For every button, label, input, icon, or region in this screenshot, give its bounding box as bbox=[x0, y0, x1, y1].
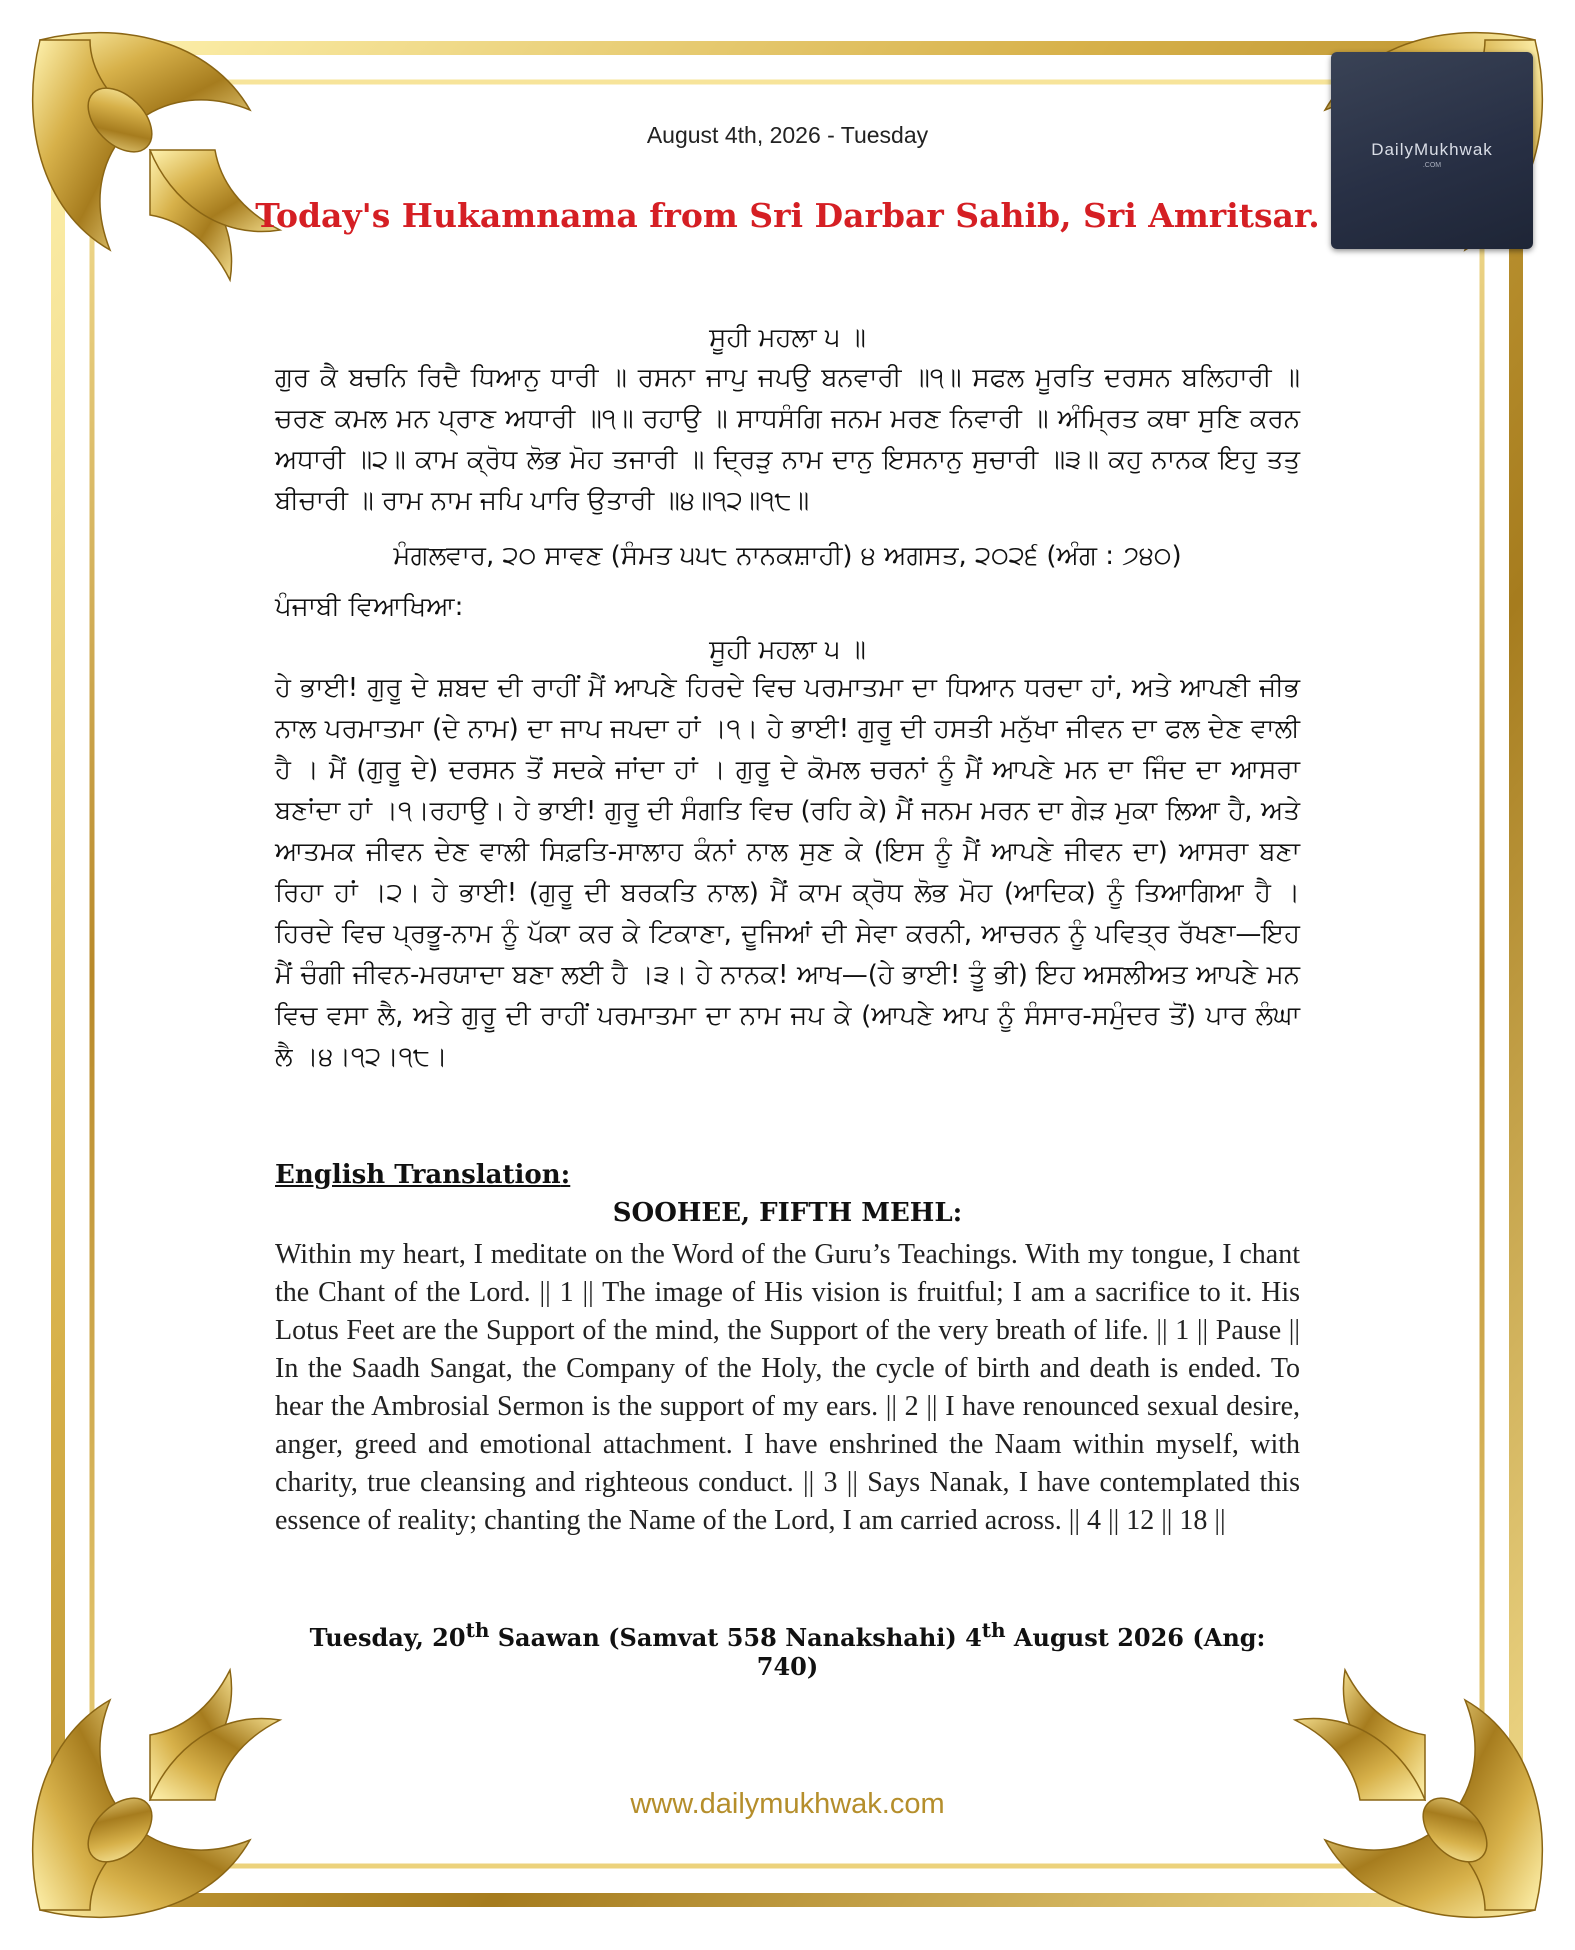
english-translation-text: Within my heart, I meditate on the Word of the Guru’s Teachings. With my tongue, I chant the Chant of the Lord. || 1 || The image of His vision is fruitful; I am a sacrifice to it. His Lotus Feet are the Support of the mind, the Support of the very breath of life. || 1 || Pause || In the Saadh Sangat, the Company of the Holy, the cycle of birth and death is ended. To hear the Ambrosial Sermon is the support of my ears. || 2 || I have renounced sexual desire, anger, greed and emotional attachment. I have enshrined the Naam within myself, with charity, true cleansing and righteous conduct. || 3 || Says Nanak, I have contemplated this essence of reality; chanting the Name of the Lord, I am carried across. || 4 || 12 || 18 || bbox=[275, 1239, 1300, 1536]
header-date: August 4th, 2026 - Tuesday bbox=[646, 122, 929, 148]
gurbani-heading: ਸੂਹੀ ਮਹਲਾ ੫ ॥ bbox=[709, 323, 866, 353]
footer-url-link[interactable]: www.dailymukhwak.com bbox=[630, 1788, 945, 1820]
punjabi-heading: ਸੂਹੀ ਮਹਲਾ ੫ ॥ bbox=[709, 635, 866, 665]
english-date-mid: Saawan (Samvat 558 Nanakshahi) 4 bbox=[489, 1623, 982, 1652]
english-date bbox=[275, 1618, 1300, 1681]
gurbani-text: ਗੁਰ ਕੈ ਬਚਨਿ ਰਿਦੈ ਧਿਆਨੁ ਧਾਰੀ ॥ ਰਸਨਾ ਜਾਪੁ ਜਪਉ ਬਨਵਾਰੀ ॥੧॥ ਸਫਲ ਮੂਰਤਿ ਦਰਸਨ ਬਲਿਹਾਰੀ ॥ ਚਰਣ ਕਮਲ ਮਨ ਪ੍ਰਾਣ ਅਧਾਰੀ ॥੧॥ ਰਹਾਉ ॥ ਸਾਧਸੰਗਿ ਜਨਮ ਮਰਣ ਨਿਵਾਰੀ ॥ ਅੰਮ੍ਰਿਤ ਕਥਾ ਸੁਣਿ ਕਰਨ ਅਧਾਰੀ ॥੨॥ ਕਾਮ ਕ੍ਰੋਧ ਲੋਭ ਮੋਹ ਤਜਾਰੀ ॥ ਦ੍ਰਿੜੁ ਨਾਮ ਦਾਨੁ ਇਸਨਾਨੁ ਸੁਚਾਰੀ ॥੩॥ ਕਹੁ ਨਾਨਕ ਇਹੁ ਤਤੁ ਬੀਚਾਰੀ ॥ ਰਾਮ ਨਾਮ ਜਪਿ ਪਾਰਿ ਉਤਾਰੀ ॥੪॥੧੨॥੧੮॥ bbox=[275, 363, 1300, 516]
gurbani-date: ਮੰਗਲਵਾਰ, ੨੦ ਸਾਵਣ (ਸੰਮਤ ੫੫੮ ਨਾਨਕਸ਼ਾਹੀ) ੪ ਅਗਸਤ, ੨੦੨੬ (ਅੰਗ : ੭੪੦) bbox=[393, 541, 1182, 571]
logo-subtext: .COM bbox=[1422, 162, 1442, 169]
logo-text: DailyMukhwak bbox=[1371, 140, 1493, 159]
english-date-suffix: August 2026 (Ang: 740) bbox=[756, 1623, 1266, 1681]
english-date-prefix: Tuesday, 20 bbox=[309, 1623, 466, 1652]
english-date-sup2: th bbox=[981, 1618, 1006, 1642]
english-heading: SOOHEE, FIFTH MEHL: bbox=[612, 1198, 963, 1228]
english-translation-label: English Translation: bbox=[275, 1160, 571, 1190]
punjabi-explanation-label: ਪੰਜਾਬੀ ਵਿਆਖਿਆ: bbox=[275, 592, 464, 622]
punjabi-explanation-text: ਹੇ ਭਾਈ! ਗੁਰੂ ਦੇ ਸ਼ਬਦ ਦੀ ਰਾਹੀਂ ਮੈਂ ਆਪਣੇ ਹਿਰਦੇ ਵਿਚ ਪਰਮਾਤਮਾ ਦਾ ਧਿਆਨ ਧਰਦਾ ਹਾਂ, ਅਤੇ ਆਪਣੀ ਜੀਭ ਨਾਲ ਪਰਮਾਤਮਾ (ਦੇ ਨਾਮ) ਦਾ ਜਾਪ ਜਪਦਾ ਹਾਂ ।੧। ਹੇ ਭਾਈ! ਗੁਰੂ ਦੀ ਹਸਤੀ ਮਨੁੱਖਾ ਜੀਵਨ ਦਾ ਫਲ ਦੇਣ ਵਾਲੀ ਹੈ । ਮੈਂ (ਗੁਰੂ ਦੇ) ਦਰਸਨ ਤੋਂ ਸਦਕੇ ਜਾਂਦਾ ਹਾਂ । ਗੁਰੂ ਦੇ ਕੋਮਲ ਚਰਨਾਂ ਨੂੰ ਮੈਂ ਆਪਣੇ ਮਨ ਦਾ ਜਿੰਦ ਦਾ ਆਸਰਾ ਬਣਾਂਦਾ ਹਾਂ ।੧।ਰਹਾਉ। ਹੇ ਭਾਈ! ਗੁਰੂ ਦੀ ਸੰਗਤਿ ਵਿਚ (ਰਹਿ ਕੇ) ਮੈਂ ਜਨਮ ਮਰਨ ਦਾ ਗੇੜ ਮੁਕਾ ਲਿਆ ਹੈ, ਅਤੇ ਆਤਮਕ ਜੀਵਨ ਦੇਣ ਵਾਲੀ ਸਿਫ਼ਤਿ-ਸਾਲਾਹ ਕੰਨਾਂ ਨਾਲ ਸੁਣ ਕੇ (ਇਸ ਨੂੰ ਮੈਂ ਆਪਣੇ ਜੀਵਨ ਦਾ) ਆਸਰਾ ਬਣਾ ਰਿਹਾ ਹਾਂ ।੨। ਹੇ ਭਾਈ! (ਗੁਰੂ ਦੀ ਬਰਕਤਿ ਨਾਲ) ਮੈਂ ਕਾਮ ਕ੍ਰੋਧ ਲੋਭ ਮੋਹ (ਆਦਿਕ) ਨੂੰ ਤਿਆਗਿਆ ਹੈ । ਹਿਰਦੇ ਵਿਚ ਪ੍ਰਭੂ-ਨਾਮ ਨੂੰ ਪੱਕਾ ਕਰ ਕੇ ਟਿਕਾਣਾ, ਦੂਜਿਆਂ ਦੀ ਸੇਵਾ ਕਰਨੀ, ਆਚਰਨ ਨੂੰ ਪਵਿਤ੍ਰ ਰੱਖਣਾ—ਇਹ ਮੈਂ ਚੰਗੀ ਜੀਵਨ-ਮਰਯਾਦਾ ਬਣਾ ਲਈ ਹੈ ।੩। ਹੇ ਨਾਨਕ! ਆਖ—(ਹੇ ਭਾਈ! ਤੂੰ ਭੀ) ਇਹ ਅਸਲੀਅਤ ਆਪਣੇ ਮਨ ਵਿਚ ਵਸਾ ਲੈ, ਅਤੇ ਗੁਰੂ ਦੀ ਰਾਹੀਂ ਪਰਮਾਤਮਾ ਦਾ ਨਾਮ ਜਪ ਕੇ (ਆਪਣੇ ਆਪ ਨੂੰ ਸੰਸਾਰ-ਸਮੁੰਦਰ ਤੋਂ) ਪਾਰ ਲੰਘਾ ਲੈ ।੪।੧੨।੧੮। bbox=[275, 673, 1300, 1072]
page-title: Today's Hukamnama from Sri Darbar Sahib, Sri Amritsar. bbox=[255, 196, 1320, 235]
corner-ornament-top-left bbox=[33, 33, 280, 280]
english-label-text: English Translation bbox=[275, 1160, 561, 1190]
english-date-sup1: th bbox=[465, 1618, 490, 1642]
